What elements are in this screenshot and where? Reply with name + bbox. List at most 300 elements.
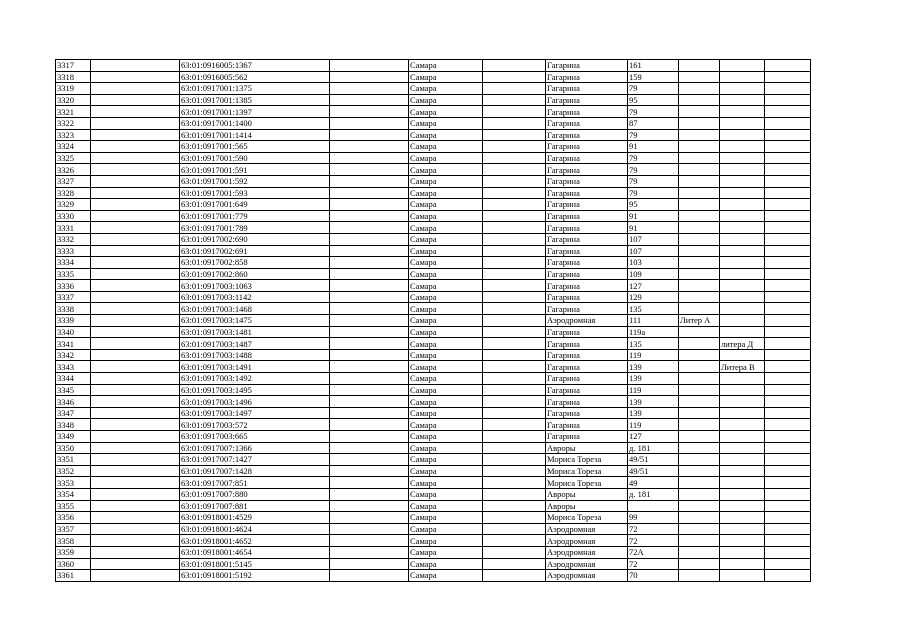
blank-d-cell (765, 488, 811, 500)
street-cell: Авроры (546, 488, 628, 500)
blank-b-cell (330, 83, 409, 95)
house-number-cell: д. 181 (628, 442, 679, 454)
building-a-cell (679, 454, 720, 466)
blank-a-cell (91, 245, 180, 257)
cadastral-number-cell: 63:01:0917003:1495 (180, 384, 330, 396)
building-a-cell (679, 361, 720, 373)
building-a-cell (679, 338, 720, 350)
street-cell: Гагарина (546, 384, 628, 396)
city-cell: Самара (409, 465, 483, 477)
table-row (56, 338, 811, 350)
blank-d-cell (765, 523, 811, 535)
city-cell: Самара (409, 431, 483, 443)
row-number-cell: 3359 (56, 546, 91, 558)
blank-a-cell (91, 338, 180, 350)
blank-c-cell (483, 60, 546, 72)
blank-d-cell (765, 210, 811, 222)
house-number-cell: 139 (628, 407, 679, 419)
street-cell: Мориса Тореза (546, 512, 628, 524)
building-b-cell: литера Д (720, 338, 765, 350)
row-number-cell: 3331 (56, 222, 91, 234)
street-cell: Гагарина (546, 175, 628, 187)
blank-c-cell (483, 546, 546, 558)
blank-c-cell (483, 454, 546, 466)
street-cell: Гагарина (546, 373, 628, 385)
city-cell: Самара (409, 454, 483, 466)
cadastral-number-cell: 63:01:0917001:591 (180, 164, 330, 176)
building-a-cell (679, 384, 720, 396)
table-row (56, 245, 811, 257)
blank-d-cell (765, 94, 811, 106)
city-cell: Самара (409, 187, 483, 199)
building-b-cell (720, 210, 765, 222)
blank-c-cell (483, 245, 546, 257)
row-number-cell: 3319 (56, 83, 91, 95)
street-cell: Гагарина (546, 71, 628, 83)
house-number-cell: 139 (628, 361, 679, 373)
cadastral-number-cell: 63:01:0917007:851 (180, 477, 330, 489)
building-a-cell (679, 280, 720, 292)
house-number-cell: 127 (628, 431, 679, 443)
cadastral-number-cell: 63:01:0917001:1375 (180, 83, 330, 95)
blank-b-cell (330, 175, 409, 187)
row-number-cell: 3360 (56, 558, 91, 570)
blank-b-cell (330, 373, 409, 385)
building-b-cell (720, 233, 765, 245)
city-cell: Самара (409, 129, 483, 141)
building-a-cell (679, 477, 720, 489)
blank-a-cell (91, 488, 180, 500)
blank-d-cell (765, 546, 811, 558)
blank-a-cell (91, 500, 180, 512)
table-row (56, 71, 811, 83)
table-row (56, 326, 811, 338)
cadastral-number-cell: 63:01:0917003:572 (180, 419, 330, 431)
table-row (56, 315, 811, 327)
city-cell: Самара (409, 384, 483, 396)
row-number-cell: 3347 (56, 407, 91, 419)
cadastral-number-cell: 63:01:0917003:1491 (180, 361, 330, 373)
cadastral-number-cell: 63:01:0917001:1400 (180, 117, 330, 129)
blank-d-cell (765, 117, 811, 129)
blank-b-cell (330, 94, 409, 106)
row-number-cell: 3361 (56, 570, 91, 582)
cadastral-number-cell: 63:01:0917001:592 (180, 175, 330, 187)
cadastral-number-cell: 63:01:0917007:881 (180, 500, 330, 512)
blank-c-cell (483, 175, 546, 187)
blank-b-cell (330, 222, 409, 234)
blank-b-cell (330, 71, 409, 83)
building-a-cell (679, 558, 720, 570)
row-number-cell: 3330 (56, 210, 91, 222)
blank-a-cell (91, 129, 180, 141)
blank-a-cell (91, 349, 180, 361)
city-cell: Самара (409, 558, 483, 570)
blank-b-cell (330, 338, 409, 350)
blank-a-cell (91, 384, 180, 396)
blank-c-cell (483, 384, 546, 396)
street-cell: Гагарина (546, 361, 628, 373)
cadastral-number-cell: 63:01:0917003:1142 (180, 291, 330, 303)
house-number-cell: 119 (628, 419, 679, 431)
table-row (56, 233, 811, 245)
blank-a-cell (91, 141, 180, 153)
blank-c-cell (483, 187, 546, 199)
city-cell: Самара (409, 512, 483, 524)
cadastral-number-cell: 63:01:0918001:4529 (180, 512, 330, 524)
blank-c-cell (483, 512, 546, 524)
row-number-cell: 3340 (56, 326, 91, 338)
blank-d-cell (765, 129, 811, 141)
row-number-cell: 3345 (56, 384, 91, 396)
table-row (56, 60, 811, 72)
register-table-body (56, 60, 811, 582)
city-cell: Самара (409, 152, 483, 164)
blank-b-cell (330, 488, 409, 500)
building-b-cell (720, 164, 765, 176)
building-a-cell (679, 152, 720, 164)
blank-d-cell (765, 338, 811, 350)
blank-a-cell (91, 175, 180, 187)
house-number-cell: 49 (628, 477, 679, 489)
blank-d-cell (765, 500, 811, 512)
blank-a-cell (91, 396, 180, 408)
street-cell: Гагарина (546, 129, 628, 141)
blank-c-cell (483, 477, 546, 489)
building-a-cell (679, 257, 720, 269)
building-b-cell (720, 315, 765, 327)
row-number-cell: 3332 (56, 233, 91, 245)
house-number-cell: 49/51 (628, 465, 679, 477)
blank-d-cell (765, 512, 811, 524)
city-cell: Самара (409, 407, 483, 419)
building-b-cell (720, 106, 765, 118)
blank-b-cell (330, 570, 409, 582)
cadastral-number-cell: 63:01:0917003:665 (180, 431, 330, 443)
blank-c-cell (483, 570, 546, 582)
house-number-cell: 91 (628, 222, 679, 234)
building-b-cell (720, 431, 765, 443)
blank-d-cell (765, 535, 811, 547)
blank-b-cell (330, 245, 409, 257)
building-b-cell (720, 222, 765, 234)
table-row (56, 373, 811, 385)
blank-d-cell (765, 187, 811, 199)
row-number-cell: 3339 (56, 315, 91, 327)
building-b-cell (720, 396, 765, 408)
street-cell: Мориса Тореза (546, 465, 628, 477)
row-number-cell: 3325 (56, 152, 91, 164)
street-cell: Гагарина (546, 326, 628, 338)
building-b-cell (720, 257, 765, 269)
table-row (56, 407, 811, 419)
street-cell: Аэродромная (546, 523, 628, 535)
row-number-cell: 3317 (56, 60, 91, 72)
blank-a-cell (91, 187, 180, 199)
cadastral-number-cell: 63:01:0917003:1481 (180, 326, 330, 338)
building-a-cell (679, 245, 720, 257)
blank-c-cell (483, 152, 546, 164)
blank-c-cell (483, 303, 546, 315)
city-cell: Самара (409, 442, 483, 454)
blank-d-cell (765, 465, 811, 477)
building-a-cell (679, 141, 720, 153)
blank-b-cell (330, 291, 409, 303)
building-a-cell (679, 465, 720, 477)
table-row (56, 83, 811, 95)
street-cell: Гагарина (546, 106, 628, 118)
building-b-cell (720, 280, 765, 292)
blank-b-cell (330, 535, 409, 547)
cadastral-number-cell: 63:01:0917001:789 (180, 222, 330, 234)
cadastral-number-cell: 63:01:0917003:1496 (180, 396, 330, 408)
blank-a-cell (91, 94, 180, 106)
blank-d-cell (765, 558, 811, 570)
building-b-cell (720, 512, 765, 524)
house-number-cell: 107 (628, 233, 679, 245)
house-number-cell: 79 (628, 152, 679, 164)
building-b-cell (720, 129, 765, 141)
house-number-cell: 139 (628, 373, 679, 385)
house-number-cell: 49/51 (628, 454, 679, 466)
building-a-cell (679, 291, 720, 303)
house-number-cell: 79 (628, 187, 679, 199)
building-b-cell (720, 94, 765, 106)
building-a-cell (679, 349, 720, 361)
blank-b-cell (330, 141, 409, 153)
building-b-cell (720, 373, 765, 385)
blank-d-cell (765, 419, 811, 431)
blank-b-cell (330, 164, 409, 176)
street-cell: Аэродромная (546, 546, 628, 558)
cadastral-number-cell: 63:01:0917001:1385 (180, 94, 330, 106)
row-number-cell: 3354 (56, 488, 91, 500)
table-row (56, 187, 811, 199)
street-cell: Гагарина (546, 257, 628, 269)
building-a-cell: Литер А (679, 315, 720, 327)
building-b-cell (720, 500, 765, 512)
blank-d-cell (765, 257, 811, 269)
city-cell: Самара (409, 396, 483, 408)
building-a-cell (679, 373, 720, 385)
house-number-cell: 99 (628, 512, 679, 524)
blank-a-cell (91, 361, 180, 373)
blank-b-cell (330, 512, 409, 524)
building-b-cell (720, 465, 765, 477)
blank-c-cell (483, 373, 546, 385)
blank-c-cell (483, 129, 546, 141)
table-row (56, 117, 811, 129)
blank-c-cell (483, 326, 546, 338)
city-cell: Самара (409, 361, 483, 373)
blank-a-cell (91, 570, 180, 582)
blank-c-cell (483, 465, 546, 477)
cadastral-number-cell: 63:01:0917002:860 (180, 268, 330, 280)
blank-c-cell (483, 407, 546, 419)
blank-c-cell (483, 523, 546, 535)
table-row (56, 303, 811, 315)
table-row (56, 396, 811, 408)
city-cell: Самара (409, 535, 483, 547)
house-number-cell: 72А (628, 546, 679, 558)
house-number-cell: 95 (628, 199, 679, 211)
blank-c-cell (483, 558, 546, 570)
blank-c-cell (483, 280, 546, 292)
blank-b-cell (330, 558, 409, 570)
blank-a-cell (91, 303, 180, 315)
building-b-cell (720, 268, 765, 280)
building-a-cell (679, 233, 720, 245)
house-number-cell: 95 (628, 94, 679, 106)
blank-a-cell (91, 222, 180, 234)
row-number-cell: 3348 (56, 419, 91, 431)
blank-a-cell (91, 291, 180, 303)
street-cell: Гагарина (546, 210, 628, 222)
blank-b-cell (330, 303, 409, 315)
building-b-cell (720, 291, 765, 303)
blank-d-cell (765, 315, 811, 327)
row-number-cell: 3341 (56, 338, 91, 350)
cadastral-number-cell: 63:01:0917002:691 (180, 245, 330, 257)
street-cell: Гагарина (546, 222, 628, 234)
row-number-cell: 3327 (56, 175, 91, 187)
blank-a-cell (91, 477, 180, 489)
building-a-cell (679, 431, 720, 443)
table-row (56, 164, 811, 176)
blank-b-cell (330, 407, 409, 419)
table-row (56, 291, 811, 303)
table-row (56, 523, 811, 535)
city-cell: Самара (409, 280, 483, 292)
street-cell: Гагарина (546, 245, 628, 257)
house-number-cell: д. 181 (628, 488, 679, 500)
cadastral-number-cell: 63:01:0917003:1475 (180, 315, 330, 327)
blank-d-cell (765, 407, 811, 419)
city-cell: Самара (409, 349, 483, 361)
blank-d-cell (765, 373, 811, 385)
table-row (56, 210, 811, 222)
house-number-cell: 103 (628, 257, 679, 269)
blank-d-cell (765, 303, 811, 315)
cadastral-number-cell: 63:01:0917007:1427 (180, 454, 330, 466)
table-row (56, 141, 811, 153)
blank-c-cell (483, 349, 546, 361)
cadastral-number-cell: 63:01:0917001:1414 (180, 129, 330, 141)
blank-a-cell (91, 233, 180, 245)
row-number-cell: 3349 (56, 431, 91, 443)
table-row (56, 512, 811, 524)
blank-c-cell (483, 117, 546, 129)
row-number-cell: 3346 (56, 396, 91, 408)
city-cell: Самара (409, 199, 483, 211)
city-cell: Самара (409, 245, 483, 257)
table-row (56, 175, 811, 187)
cadastral-number-cell: 63:01:0917003:1488 (180, 349, 330, 361)
blank-d-cell (765, 199, 811, 211)
building-a-cell (679, 199, 720, 211)
table-row (56, 454, 811, 466)
row-number-cell: 3355 (56, 500, 91, 512)
row-number-cell: 3324 (56, 141, 91, 153)
street-cell: Гагарина (546, 164, 628, 176)
cadastral-number-cell: 63:01:0917003:1063 (180, 280, 330, 292)
building-a-cell (679, 396, 720, 408)
row-number-cell: 3352 (56, 465, 91, 477)
city-cell: Самара (409, 326, 483, 338)
building-b-cell (720, 419, 765, 431)
city-cell: Самара (409, 419, 483, 431)
blank-c-cell (483, 210, 546, 222)
street-cell: Гагарина (546, 94, 628, 106)
blank-b-cell (330, 477, 409, 489)
street-cell: Гагарина (546, 291, 628, 303)
city-cell: Самара (409, 546, 483, 558)
city-cell: Самара (409, 71, 483, 83)
table-row (56, 349, 811, 361)
blank-a-cell (91, 83, 180, 95)
blank-b-cell (330, 199, 409, 211)
table-row (56, 384, 811, 396)
street-cell: Гагарина (546, 233, 628, 245)
table-row (56, 431, 811, 443)
house-number-cell: 91 (628, 141, 679, 153)
blank-a-cell (91, 546, 180, 558)
building-a-cell (679, 210, 720, 222)
blank-a-cell (91, 280, 180, 292)
building-b-cell (720, 245, 765, 257)
blank-a-cell (91, 164, 180, 176)
blank-a-cell (91, 199, 180, 211)
blank-b-cell (330, 361, 409, 373)
blank-a-cell (91, 326, 180, 338)
cadastral-number-cell: 63:01:0917007:1428 (180, 465, 330, 477)
building-a-cell (679, 222, 720, 234)
building-b-cell (720, 152, 765, 164)
street-cell: Гагарина (546, 83, 628, 95)
table-row (56, 199, 811, 211)
blank-d-cell (765, 361, 811, 373)
blank-d-cell (765, 71, 811, 83)
building-b-cell (720, 477, 765, 489)
blank-b-cell (330, 546, 409, 558)
house-number-cell: 135 (628, 303, 679, 315)
building-a-cell (679, 268, 720, 280)
blank-d-cell (765, 454, 811, 466)
house-number-cell: 72 (628, 558, 679, 570)
row-number-cell: 3351 (56, 454, 91, 466)
blank-b-cell (330, 129, 409, 141)
row-number-cell: 3320 (56, 94, 91, 106)
street-cell: Аэродромная (546, 535, 628, 547)
building-a-cell (679, 94, 720, 106)
street-cell: Авроры (546, 442, 628, 454)
house-number-cell: 79 (628, 129, 679, 141)
blank-d-cell (765, 442, 811, 454)
blank-a-cell (91, 454, 180, 466)
building-b-cell (720, 141, 765, 153)
blank-c-cell (483, 535, 546, 547)
cadastral-number-cell: 63:01:0917003:1487 (180, 338, 330, 350)
street-cell: Гагарина (546, 419, 628, 431)
city-cell: Самара (409, 338, 483, 350)
blank-d-cell (765, 106, 811, 118)
house-number-cell: 91 (628, 210, 679, 222)
blank-b-cell (330, 384, 409, 396)
city-cell: Самара (409, 164, 483, 176)
cadastral-number-cell: 63:01:0917003:1497 (180, 407, 330, 419)
table-row (56, 94, 811, 106)
city-cell: Самара (409, 500, 483, 512)
